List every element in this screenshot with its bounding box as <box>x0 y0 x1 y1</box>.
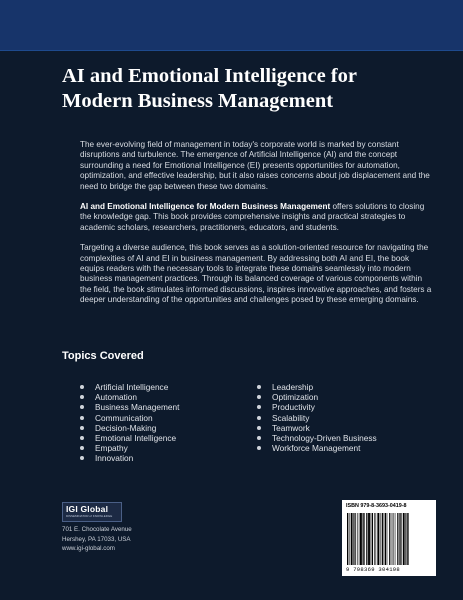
topic-item <box>257 423 377 433</box>
publisher-logo-tagline: DISSEMINATOR of KNOWLEDGE <box>66 514 113 518</box>
bullet-icon <box>80 426 84 430</box>
barcode-bar <box>368 513 370 565</box>
bullet-icon <box>80 446 84 450</box>
address-street: 701 E. Chocolate Avenue <box>62 526 132 533</box>
topic-item <box>80 453 179 463</box>
topic-item <box>80 382 179 392</box>
address-city: Hershey, PA 17033, USA <box>62 535 131 543</box>
barcode-bar <box>392 513 393 565</box>
top-color-band <box>0 0 463 51</box>
barcode-bar <box>405 513 406 565</box>
bullet-icon <box>257 426 261 430</box>
bullet-icon <box>257 405 261 409</box>
barcode-bar <box>351 513 353 565</box>
barcode-bar <box>371 513 372 565</box>
description-paragraph-3: Targeting a diverse audience, this book serves as a solution-oriented resource for navigating the complexities of AI and EI in business management. By addressing both AI and EI, the book equips readers with the necessary tools to integrate these domains seamlessly into modern business management practices. Through its balanced coverage of various components within the field, the book stimulates informed discussions, inspires innovative approaches, and fosters a deeper understanding of the opportunities and challenges posed by these emerging domains. <box>80 243 432 305</box>
topics-list-left <box>80 382 179 464</box>
publisher-website: www.igi-global.com <box>62 545 115 552</box>
topic-label: Leadership <box>272 382 314 392</box>
topic-item <box>80 402 179 412</box>
topic-label: Emotional Intelligence <box>95 433 177 444</box>
barcode-bar <box>380 513 381 565</box>
topic-label: Business Management <box>95 402 180 413</box>
barcode-bar <box>376 513 377 565</box>
barcode-icon <box>346 513 432 565</box>
barcode-bar <box>408 513 409 565</box>
topic-label: Empathy <box>95 443 128 454</box>
topic-item <box>80 443 179 453</box>
barcode-bar <box>372 513 373 565</box>
bullet-icon <box>80 416 84 420</box>
topic-item <box>80 433 179 443</box>
barcode-bar <box>397 513 398 565</box>
description-paragraph-1: The ever-evolving field of management in today's corporate world is marked by constant disruptions and turbulence. The emergence of Artificial Intelligence (AI) and the concept surrounding a need for Emotional Intelligence (EI) presents opportunities for automation, optimization, and effective leadership, but it also raises concerns about job displacement and the need to bridge the gap between these two domains. <box>80 140 430 191</box>
barcode-bar <box>399 513 400 565</box>
barcode-bar <box>393 513 394 565</box>
bullet-icon <box>257 395 261 399</box>
bullet-icon <box>257 436 261 440</box>
topic-item <box>257 402 377 412</box>
barcode-bar <box>395 513 396 565</box>
topic-label: Artificial Intelligence <box>95 382 169 392</box>
bullet-icon <box>80 436 84 440</box>
bullet-icon <box>80 395 84 399</box>
book-title <box>62 64 442 114</box>
topic-item <box>257 392 377 402</box>
barcode-number: 9 798369 304198 <box>346 566 401 573</box>
bullet-icon <box>80 456 84 460</box>
topics-heading: Topics Covered <box>62 350 144 362</box>
publisher-logo-text: IGI Global <box>66 504 109 514</box>
topic-item <box>80 423 179 433</box>
topic-item <box>80 413 179 423</box>
barcode-bar <box>366 513 367 565</box>
barcode-bar <box>407 513 408 565</box>
topic-label: Workforce Management <box>272 443 361 454</box>
barcode-bar <box>385 513 386 565</box>
topic-label: Automation <box>95 392 137 403</box>
barcode-bar <box>347 513 348 565</box>
topic-item <box>257 413 377 423</box>
book-title-inline: AI and Emotional Intelligence for Modern Business Management <box>80 202 331 212</box>
topic-item <box>257 382 377 392</box>
barcode-bar <box>387 513 388 565</box>
topic-label: Innovation <box>95 453 134 464</box>
barcode-bar <box>354 513 355 565</box>
topic-label: Optimization <box>272 392 319 403</box>
title-line-2: Modern Business Management <box>62 90 334 112</box>
barcode-bar <box>400 513 401 565</box>
bullet-icon <box>80 385 84 389</box>
topic-item <box>257 443 377 453</box>
publisher-address <box>62 525 132 554</box>
topics-list-right <box>257 382 377 453</box>
topic-label: Communication <box>95 412 153 423</box>
topic-item <box>80 392 179 402</box>
barcode-bar <box>353 513 354 565</box>
barcode-bar <box>374 513 375 565</box>
description-paragraph-2 <box>80 202 432 233</box>
topic-label: Teamwork <box>272 422 310 433</box>
barcode-bar <box>377 513 379 565</box>
publisher-logo <box>62 502 122 522</box>
barcode-bar <box>384 513 385 565</box>
barcode-bar <box>389 513 390 565</box>
barcode-bar <box>403 513 405 565</box>
topic-label: Scalability <box>272 412 310 423</box>
barcode-bar <box>360 513 362 565</box>
paragraph-2-text: offers solutions to closing the knowledge gap. This book provides comprehensive insights and practical strategies to academic scholars, researchers, practitioners, educators, and students. <box>80 202 425 232</box>
barcode-bar <box>364 513 365 565</box>
topic-label: Technology-Driven Business <box>272 433 377 444</box>
topic-item <box>257 433 377 443</box>
title-line-1: AI and Emotional Intelligence for <box>62 65 357 87</box>
topic-label: Decision-Making <box>95 422 157 433</box>
topic-label: Productivity <box>272 402 315 413</box>
isbn-barcode-box <box>342 500 436 576</box>
barcode-bar <box>382 513 383 565</box>
description <box>80 140 432 316</box>
barcode-bar <box>359 513 360 565</box>
bullet-icon <box>257 446 261 450</box>
bullet-icon <box>257 416 261 420</box>
barcode-bar <box>349 513 350 565</box>
barcode-bar <box>363 513 364 565</box>
bullet-icon <box>80 405 84 409</box>
bullet-icon <box>257 385 261 389</box>
barcode-bar <box>357 513 358 565</box>
isbn-label: ISBN 979-8-3693-0419-8 <box>346 503 407 509</box>
